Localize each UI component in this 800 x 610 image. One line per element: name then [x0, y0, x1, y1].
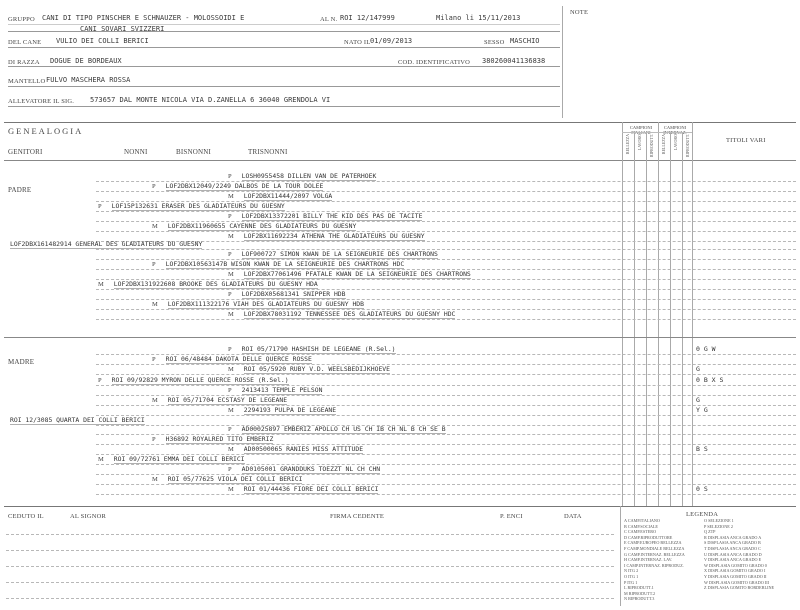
pedigree-row — [152, 222, 356, 230]
vert-label-1: LAVORO — [637, 134, 642, 151]
firma-label: FIRMA CEDENTE — [330, 513, 385, 520]
legend-entry: B CAMP.SOCIALE — [624, 523, 658, 529]
row-text: H36892 ROYALRED TITO EMBERIZ — [165, 435, 274, 443]
pedigree-row — [228, 172, 376, 180]
pedigree-row — [228, 232, 425, 240]
col-nonni: NONNI — [124, 148, 148, 156]
pedigree-row — [152, 475, 302, 483]
pedigree-row — [228, 192, 332, 200]
row-prefix: M — [228, 407, 234, 414]
cane-label: DEL CANE — [8, 39, 42, 46]
legend-entry: A CAMP.ITALIANO — [624, 518, 660, 523]
legend-entry: O ITG 1 — [624, 573, 639, 579]
row-text: ROI 12/3085 QUARTA DEI COLLI BERICI — [10, 416, 145, 424]
pedigree-row — [228, 485, 378, 493]
row-prefix: P — [152, 356, 156, 363]
row-prefix: P — [98, 377, 102, 384]
row-text: LOF15P132631 ERASER DES GLADIATEURS DU GUESNY — [111, 202, 285, 210]
title-mark: G — [696, 365, 700, 373]
aln-value: ROI 12/147999 — [340, 14, 395, 22]
row-text: LOF2DBX13372201 BILLY THE KID DES PAS DE TACITE — [241, 212, 423, 220]
legend-entry: E CAMP.EUROPEO BELLEZZA — [624, 540, 682, 546]
allevatore-value: 573657 DAL MONTE NICOLA VIA D.ZANELLA 6 36040 GRENDOLA VI — [90, 96, 331, 104]
vert-label-2: RIPRODUTT. — [649, 134, 654, 158]
milano-date: Milano li 15/11/2013 — [436, 14, 521, 22]
row-text: LOF2DBX78031192 TENNESSEE DES GLADIATEURS DU GUESNY HDC — [243, 310, 456, 318]
row-text: AD00025897 EMBERIZ APOLLO CH US CH IB CH NL B CH SE B — [241, 425, 446, 433]
cod-label: COD. IDENTIFICATIVO — [398, 59, 471, 66]
signor-label: AL SIGNOR — [70, 513, 107, 520]
mantello-value: FULVO MASCHERA ROSSA — [46, 76, 131, 84]
row-prefix: P — [152, 261, 156, 268]
row-text: LOF2DBX10563147B WISON KWAN DE LA SEIGNEURIE DES CHARTRONS HDC — [165, 260, 405, 268]
row-text: AD00500065 RANIES MISS ATTITUDE — [243, 445, 364, 453]
pedigree-row — [98, 202, 285, 210]
pedigree-row — [152, 260, 404, 268]
nato-label: NATO IL — [344, 39, 371, 46]
razza-value: DOGUE DE BORDEAUX — [50, 57, 122, 65]
pedigree-row — [152, 300, 364, 308]
legend-entry: M RIPRODUTT.2 — [624, 590, 656, 596]
row-prefix: M — [228, 486, 234, 493]
row-prefix: P — [228, 426, 232, 433]
legenda-title: LEGENDA — [686, 511, 719, 518]
pedigree-row — [228, 250, 438, 258]
pedigree-row — [98, 455, 245, 463]
legend-entry: Z DISPLASIA GOMITO BORDERLINE — [704, 585, 775, 591]
cane-value: VULIO DEI COLLI BERICI — [56, 37, 149, 45]
titoli-vari: TITOLI VARI — [726, 137, 766, 144]
sesso-value: MASCHIO — [510, 37, 540, 45]
legend-entry: Q ZTP — [704, 529, 716, 535]
row-text: LOF2DBX111322176 VIAH DES GLADIATEURS DU GUESNY HDB — [167, 300, 365, 308]
legend-entry: P SELEZIONE 2 — [704, 523, 733, 529]
row-text: LOSH0955458 DILLEN VAN DE PATERHOEK — [241, 172, 377, 180]
row-prefix: P — [228, 173, 232, 180]
row-text: 2413413 TEMPLE PELSON — [241, 386, 323, 394]
legend-entry: C CAMP.ESTERO — [624, 529, 657, 535]
pedigree-row — [228, 310, 455, 318]
title-mark: B S — [696, 445, 708, 453]
row-prefix: M — [228, 446, 234, 453]
legend-entry: V DISPLASIA ANCA GRADO E — [704, 557, 762, 563]
row-text: LOF900727 SIMON KWAN DE LA SEIGNEURIE DES CHARTRONS — [241, 250, 438, 258]
nota-label: NOTE — [570, 9, 589, 16]
row-prefix: M — [152, 223, 158, 230]
row-prefix: M — [228, 311, 234, 318]
vert-label-3: BELLEZZA — [661, 134, 666, 155]
padre-label: PADRE — [8, 186, 32, 194]
pedigree-row — [228, 345, 396, 353]
row-text: ROI 05/71790 HASHISH DE LEGEANE (R.Sel.) — [241, 345, 396, 353]
row-prefix: M — [98, 281, 104, 288]
row-prefix: M — [228, 233, 234, 240]
row-prefix: M — [228, 271, 234, 278]
mantello-label: MANTELLO — [8, 78, 46, 85]
pedigree-row — [10, 240, 202, 248]
row-text: LOF2DBX161482914 GENERAL DES GLADIATEURS DU GUESNY — [10, 240, 203, 248]
pedigree-row — [228, 365, 390, 373]
data-label: DATA — [564, 513, 582, 520]
legend-entry: W DISPLASIA GOMITO GRADO 0 — [704, 562, 767, 568]
row-prefix: P — [228, 213, 232, 220]
pedigree-row — [228, 406, 336, 414]
row-prefix: P — [152, 183, 156, 190]
row-prefix: P — [228, 251, 232, 258]
row-text: ROI 06/48484 DAKOTA DELLE QUERCE ROSSE — [165, 355, 312, 363]
nato-value: 01/09/2013 — [370, 37, 413, 45]
row-prefix: P — [228, 346, 232, 353]
row-text: LOF2DBX131922608 BROOKE DES GLADIATEURS DU GUESNY HDA — [113, 280, 318, 288]
title-mark: 0 S — [696, 485, 708, 493]
pedigree-row — [228, 386, 322, 394]
col-bisnonni: BISNONNI — [176, 148, 212, 156]
row-text: LOF2DBX77061496 PFATALE KWAN DE LA SEIGNEURIE DES CHARTRONS — [243, 270, 471, 278]
pedigree-row — [228, 212, 422, 220]
gruppo-value: CANI DI TIPO PINSCHER E SCHNAUZER - MOLOSSOIDI E — [42, 14, 245, 22]
legend-entry: X DISPLASIA GOMITO GRADO I — [704, 568, 766, 574]
row-text: LOF2DBX05681341 SNIPPER HDB — [241, 290, 346, 298]
gruppo-label: GRUPPO — [8, 16, 35, 23]
vert-label-5: RIPRODUTT. — [685, 134, 690, 158]
title-mark: Y G — [696, 406, 708, 414]
legend-entry: S DISPLASIA ANCA GRADO B — [704, 540, 761, 546]
pedigree-row — [228, 465, 380, 473]
allevatore-label: ALLEVATORE IL SIG. — [8, 98, 75, 105]
vert-label-4: LAVORO — [673, 134, 678, 151]
title-mark: 0 B X S — [696, 376, 724, 384]
legend-entry: N ITG 2 — [624, 568, 639, 574]
row-prefix: M — [152, 301, 158, 308]
row-prefix: P — [228, 387, 232, 394]
row-text: LOF2DBX11960655 CAYENNE DES GLADIATEURS DU GUESNY — [167, 222, 357, 230]
row-prefix: M — [152, 476, 158, 483]
vert-label-0: BELLEZZA — [625, 134, 630, 155]
legend-entry: I CAMP.INTERNAZ. RIPRODUZ. — [624, 562, 684, 568]
legenda-left-list — [624, 518, 685, 602]
aln-label: AL N. — [320, 16, 338, 23]
legend-entry: D CAMP.RIPRODUTTORE — [624, 534, 673, 540]
enci-label: P. ENCI — [500, 513, 523, 520]
legend-entry: G CAMP.INTERNAZ. BELLEZZA — [624, 551, 685, 557]
row-prefix: P — [152, 436, 156, 443]
pedigree-row — [98, 376, 289, 384]
campioni-italiani: CAMPIONI ITALIANI — [629, 125, 653, 135]
row-text: ROI 09/92829 MYRON DELLE QUERCE ROSSE (R.Sel.) — [111, 376, 289, 384]
pedigree-row — [98, 280, 318, 288]
legend-entry: F CAMP.MONDIALE BELLEZZA — [624, 545, 685, 551]
pedigree-row — [152, 182, 323, 190]
title-mark: G — [696, 396, 700, 404]
legend-entry: T DISPLASIA ANCA GRADO C — [704, 545, 761, 551]
row-prefix: P — [228, 291, 232, 298]
row-prefix: M — [228, 366, 234, 373]
row-text: ROI 09/72761 EMMA DEI COLLI BERICI — [113, 455, 245, 463]
pedigree-row — [152, 435, 273, 443]
pedigree-row — [152, 355, 312, 363]
campioni-internaz: CAMPIONI INTERNAZ. — [663, 125, 687, 135]
legenda-right-list — [704, 518, 774, 591]
legend-entry: U DISPLASIA ANCA GRADO D — [704, 551, 762, 557]
legend-entry: P ITG 1 — [624, 579, 638, 585]
legend-entry: H CAMP.INTERNAZ. LAV. — [624, 557, 673, 563]
legend-entry: W DISPLASIA GOMITO GRADO III — [704, 579, 769, 585]
title-mark: 0 G W — [696, 345, 716, 353]
col-trisnonni: TRISNONNI — [248, 148, 288, 156]
legend-entry: L RIPRODUTT.1 — [624, 585, 654, 591]
row-text: LOF2BX11692234 ATHENA THE GLADIATEURS DU GUESNY — [243, 232, 425, 240]
row-prefix: M — [152, 397, 158, 404]
row-prefix: P — [228, 466, 232, 473]
pedigree-row — [228, 445, 363, 453]
genealogia-title: GENEALOGIA — [8, 126, 84, 136]
row-text: ROI 05/77625 VIOLA DEI COLLI BERICI — [167, 475, 303, 483]
row-text: AD0105001 GRANDDUKS TOEZZT NL CH CHN — [241, 465, 381, 473]
gruppo-value-2: CANI SOVARI SVIZZERI — [80, 25, 165, 33]
row-prefix: P — [98, 203, 102, 210]
madre-label: MADRE — [8, 358, 35, 366]
ceduto-label: CEDUTO IL — [8, 513, 44, 520]
row-prefix: M — [228, 193, 234, 200]
razza-label: DI RAZZA — [8, 59, 40, 66]
row-prefix: M — [98, 456, 104, 463]
row-text: 2294193 PULPA DE LEGEANE — [243, 406, 337, 414]
sesso-label: SESSO — [484, 39, 505, 46]
pedigree-row — [228, 290, 346, 298]
row-text: ROI 01/44436 FIORE DEI COLLI BERICI — [243, 485, 379, 493]
row-text: ROI 05/5920 RUBY V.D. WEELSBEDIJKHOEVE — [243, 365, 390, 373]
legend-entry: Y DISPLASIA GOMITO GRADO II — [704, 573, 767, 579]
pedigree-row — [228, 425, 446, 433]
pedigree-row — [152, 396, 287, 404]
legend-entry: O SELEZIONE 1 — [704, 518, 734, 523]
pedigree-row — [228, 270, 471, 278]
cod-value: 380260041136838 — [482, 57, 546, 65]
row-text: LOF2DBX12049/2249 DALBOS DE LA TOUR DOLEE — [165, 182, 324, 190]
legend-entry: R DISPLASIA ANCA GRADO A — [704, 534, 762, 540]
legend-entry: N RIPRODUTT.3 — [624, 596, 655, 602]
pedigree-row — [10, 416, 145, 424]
col-genitori: GENITORI — [8, 148, 43, 156]
row-text: ROI 05/71704 ECSTASY DE LEGEANE — [167, 396, 288, 404]
row-text: LOF2DBX11444/2097 VOLGA — [243, 192, 333, 200]
